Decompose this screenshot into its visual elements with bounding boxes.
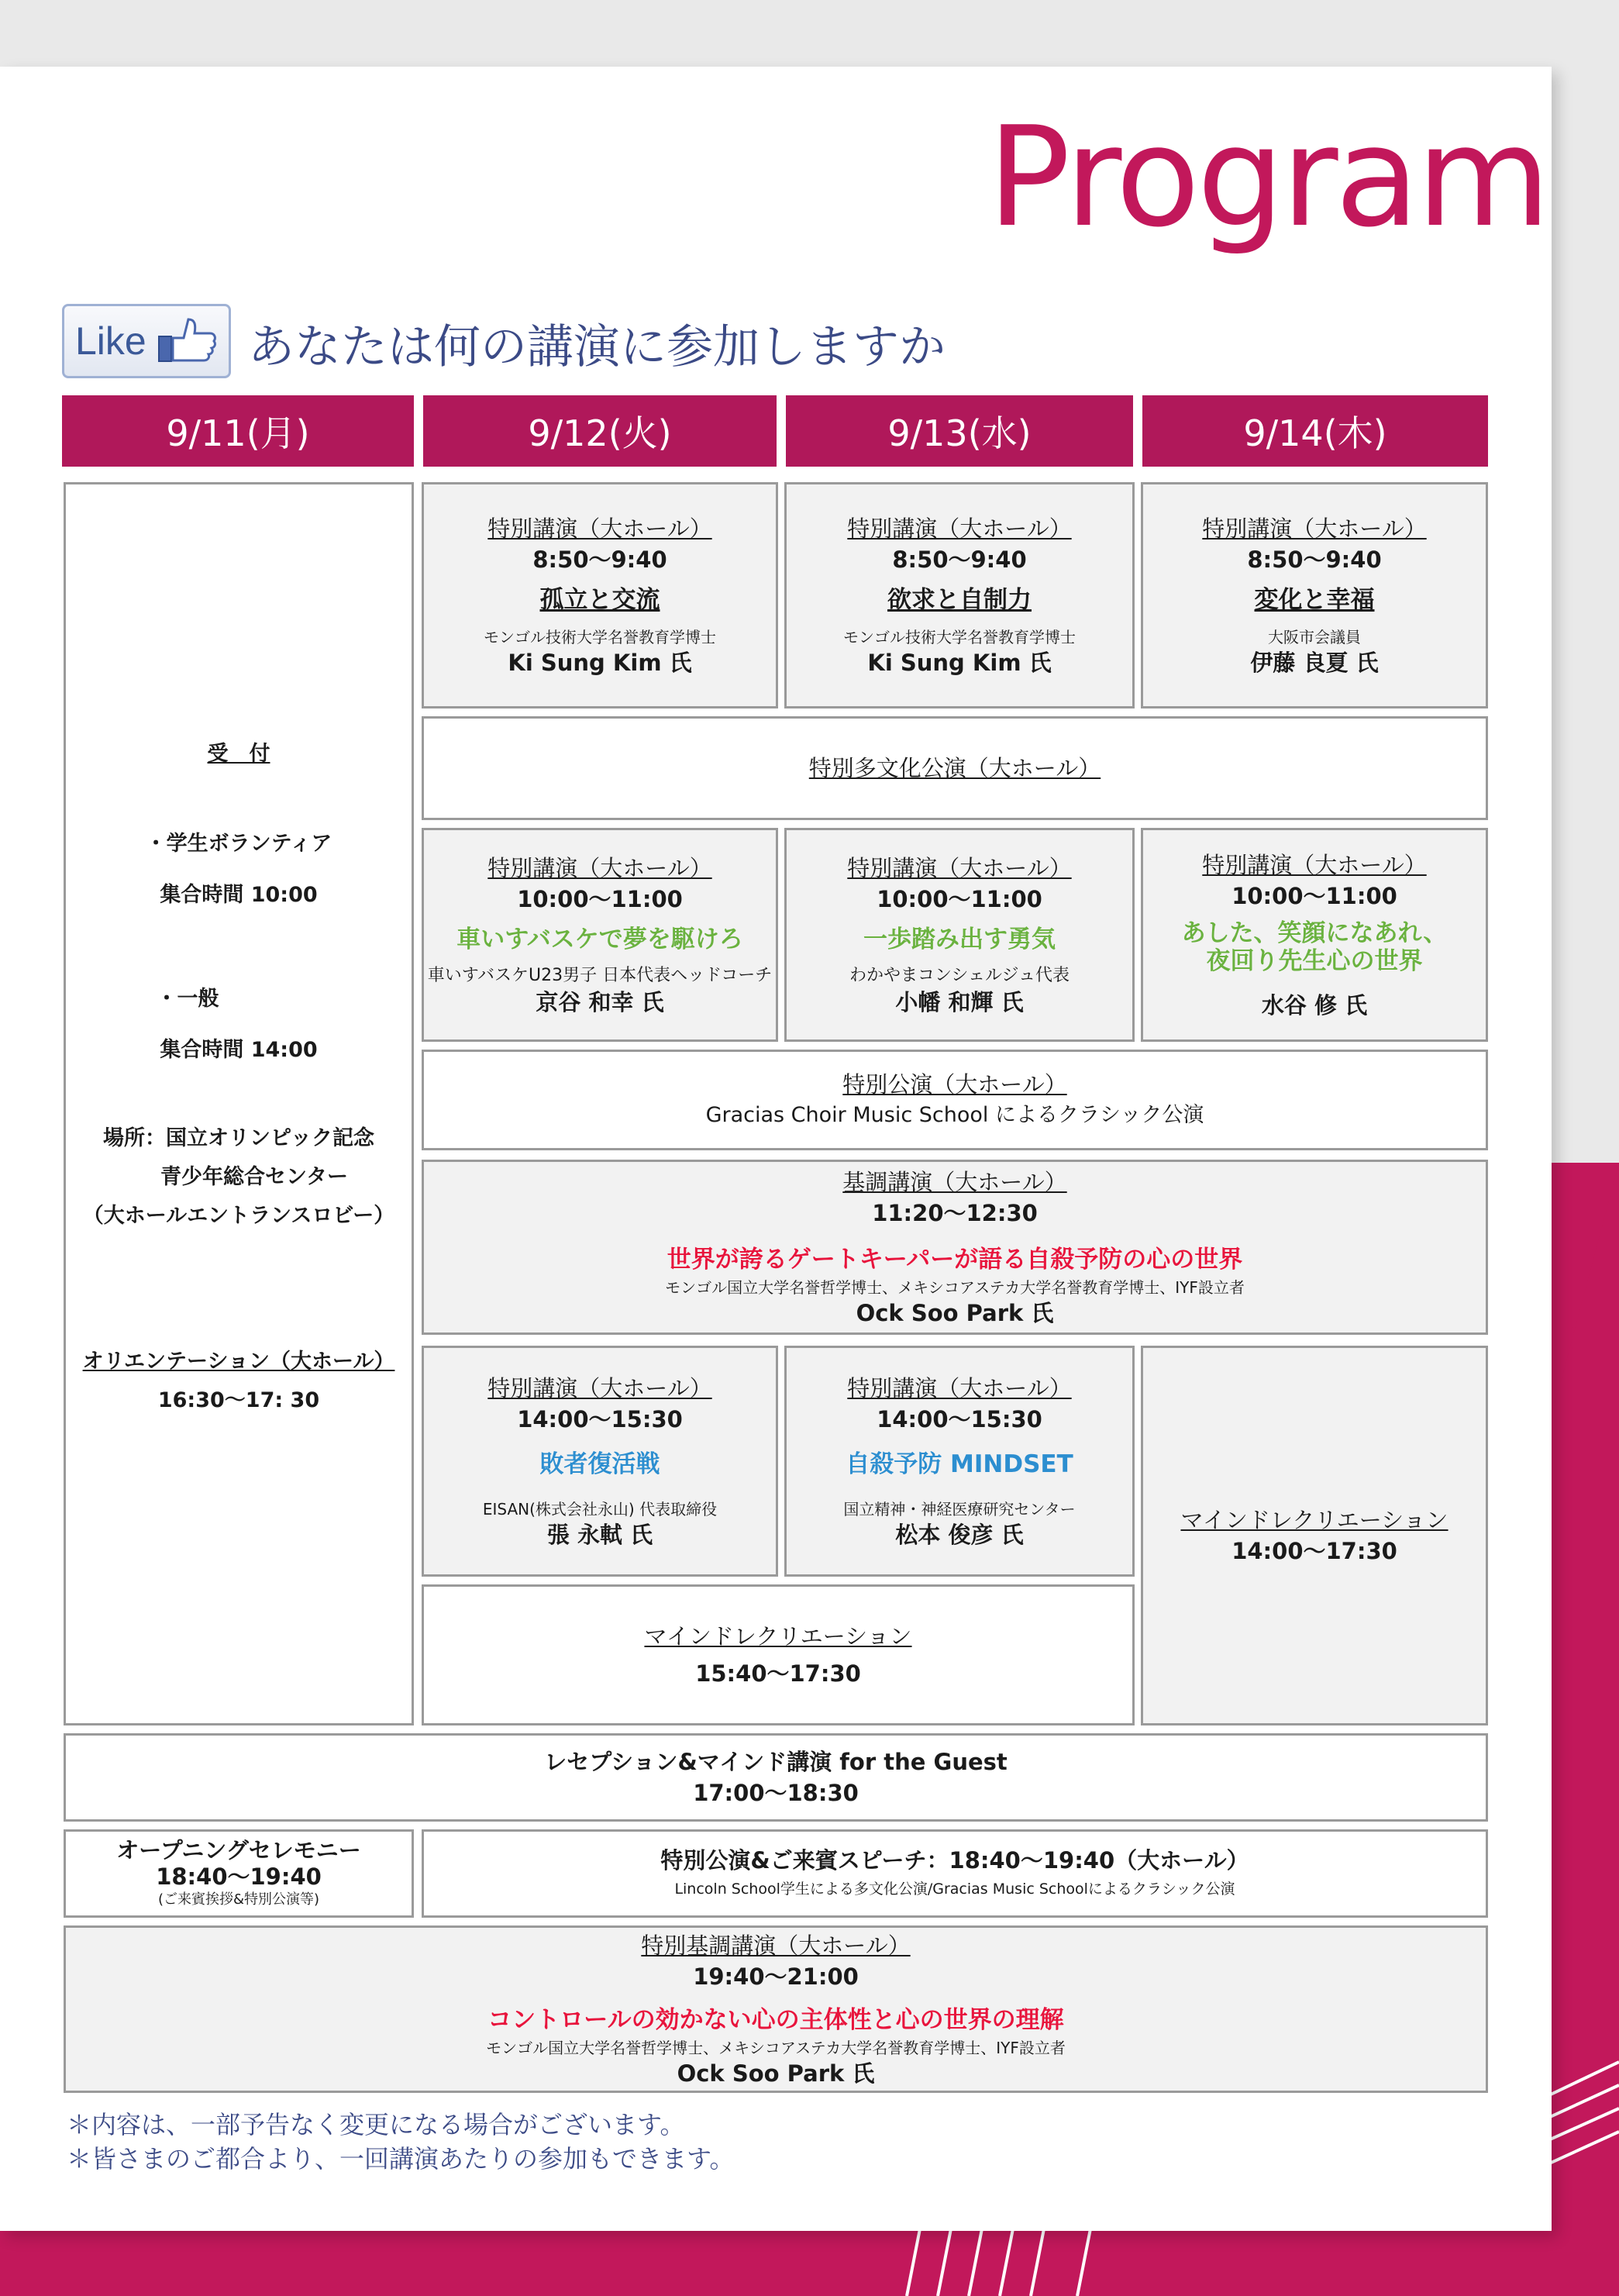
like-label: Like [75, 319, 146, 363]
speaker-affiliation: EISAN(株式会社永山) 代表取締役 [482, 1500, 718, 1519]
recreation-time: 14:00～17:30 [1231, 1538, 1397, 1564]
special-performance [422, 1050, 1488, 1150]
speaker-affiliation: モンゴル技術大学名誉教育学博士 [484, 628, 716, 646]
recreation-time: 15:40～17:30 [695, 1660, 861, 1687]
speaker-name: 京谷 和幸 氏 [536, 989, 664, 1015]
opening-ceremony [64, 1829, 414, 1918]
mind-recreation-day2-3 [422, 1584, 1135, 1725]
morning-lecture-day3 [784, 482, 1135, 708]
special-keynote-time: 19:40～21:00 [693, 1963, 859, 1990]
morning-lecture-day4 [1141, 482, 1488, 708]
lecture-time: 10:00～11:00 [877, 886, 1042, 912]
late-morning-lecture-day3 [784, 828, 1135, 1042]
reception-time: 17:00～18:30 [693, 1780, 859, 1806]
place-line-2: 青少年総合センター [160, 1165, 348, 1189]
lecture-label: 特別講演（大ホール） [1202, 852, 1427, 878]
morning-lecture-day2 [422, 482, 778, 708]
lecture-label: 特別講演（大ホール） [487, 855, 712, 881]
lecture-time: 10:00～11:00 [517, 886, 683, 912]
guest-speech [422, 1829, 1488, 1918]
keynote-topic: 世界が誇るゲートキーパーが語る自殺予防の心の世界 [667, 1246, 1243, 1274]
lecture-topic: 車いすバスケで夢を駆けろ [456, 926, 743, 953]
recreation-label: マインドレクリエーション [1180, 1507, 1448, 1533]
mind-recreation-day4 [1141, 1346, 1488, 1725]
lecture-time: 14:00～15:30 [517, 1406, 683, 1432]
like-button[interactable] [62, 304, 231, 378]
lecture-label: 特別講演（大ホール） [847, 855, 1072, 881]
special-keynote-topic: コントロールの効かない心の主体性と心の世界の理解 [487, 2006, 1064, 2034]
lecture-time: 8:50～9:40 [1247, 546, 1382, 573]
reception-label: レセプション&マインド講演 for the Guest [544, 1749, 1008, 1775]
speaker-name: 張 永軾 氏 [546, 1522, 653, 1548]
day-header-3: 9/13(水) [786, 395, 1133, 467]
general-meeting-time: 集合時間 14:00 [160, 1038, 318, 1062]
speaker-affiliation: モンゴル技術大学名誉教育学博士 [843, 628, 1076, 646]
place-line-3: （大ホールエントランスロビー） [82, 1204, 395, 1228]
place-line-1: 場所：国立オリンピック記念 [103, 1126, 374, 1150]
lecture-topic-line-2: 夜回り先生心の世界 [1206, 947, 1423, 975]
day-header-1: 9/11(月) [62, 395, 414, 467]
special-keynote [64, 1925, 1488, 2093]
lecture-topic: 一歩踏み出す勇気 [863, 926, 1056, 953]
lecture-topic: 欲求と自制力 [887, 586, 1032, 614]
day1-column [64, 482, 414, 1725]
opening-label: オープニングセレモニー [116, 1837, 361, 1863]
lecture-topic: 自殺予防 MINDSET [846, 1450, 1073, 1478]
speaker-name: 水谷 修 氏 [1261, 992, 1368, 1019]
afternoon-lecture-day3 [784, 1346, 1135, 1577]
speaker-affiliation: 車いすバスケU23男子 日本代表ヘッドコーチ [427, 966, 773, 985]
lecture-label: 特別講演（大ホール） [487, 1375, 712, 1401]
background-bottom-band [0, 2231, 1619, 2296]
speaker-name: Ki Sung Kim 氏 [867, 650, 1052, 676]
lecture-time: 14:00～15:30 [877, 1406, 1042, 1432]
speaker-name: 伊藤 良夏 氏 [1250, 650, 1379, 676]
opening-time: 18:40～19:40 [156, 1863, 322, 1890]
special-keynote-label: 特別基調講演（大ホール） [641, 1932, 911, 1959]
keynote-time: 11:20～12:30 [872, 1200, 1038, 1226]
day-header-4: 9/14(木) [1142, 395, 1488, 467]
recreation-label: マインドレクリエーション [644, 1623, 912, 1650]
lecture-topic: 変化と幸福 [1254, 586, 1375, 614]
afternoon-lecture-day2 [422, 1346, 778, 1577]
speaker-name: 小幡 和輝 氏 [895, 989, 1024, 1015]
keynote-affiliation: モンゴル国立大学名誉哲学博士、メキシコアステカ大学名誉教育学博士、IYF設立者 [665, 1278, 1245, 1297]
lecture-label: 特別講演（大ホール） [847, 515, 1072, 542]
performance-description: Gracias Choir Music School によるクラシック公演 [705, 1103, 1204, 1127]
orientation-time: 16:30～17: 30 [157, 1388, 320, 1412]
keynote-lecture [422, 1160, 1488, 1335]
keynote-speaker: Ock Soo Park 氏 [856, 1300, 1054, 1326]
speaker-affiliation: 国立精神・神経医療研究センター [843, 1500, 1076, 1519]
multicultural-label: 特別多文化公演（大ホール） [808, 755, 1101, 781]
speaker-name: 松本 俊彦 氏 [895, 1522, 1024, 1548]
speech-label: 特別公演&ご来賓スピーチ：18:40～19:40（大ホール） [660, 1847, 1249, 1874]
speaker-name: Ki Sung Kim 氏 [508, 650, 692, 676]
lecture-topic: 敗者復活戦 [539, 1450, 660, 1478]
general-label: ・一般 [156, 987, 219, 1011]
student-volunteer-label: ・学生ボランティア [145, 832, 332, 856]
subtitle: あなたは何の講演に参加しますか [248, 320, 946, 374]
orientation-label: オリエンテーション（大ホール） [82, 1350, 395, 1374]
performance-label: 特別公演（大ホール） [842, 1071, 1067, 1098]
speaker-affiliation: わかやまコンシェルジュ代表 [849, 966, 1070, 985]
keynote-label: 基調講演（大ホール） [842, 1169, 1067, 1195]
special-keynote-speaker: Ock Soo Park 氏 [677, 2060, 875, 2087]
page-title: Program [987, 97, 1548, 257]
special-keynote-affiliation: モンゴル国立大学名誉哲学博士、メキシコアステカ大学名誉教育学博士、IYF設立者 [486, 2039, 1066, 2057]
lecture-label: 特別講演（大ホール） [487, 515, 712, 542]
lecture-time: 8:50～9:40 [532, 546, 667, 573]
speech-description: Lincoln School学生による多文化公演/Gracias Music Schoolによるクラシック公演 [674, 1881, 1235, 1898]
lecture-time: 10:00～11:00 [1231, 883, 1397, 909]
thumbs-up-icon [156, 315, 218, 367]
lecture-topic-line-1: あした、笑顔になあれ、 [1181, 919, 1448, 947]
day-header-2: 9/12(火) [423, 395, 777, 467]
opening-subtitle: (ご来賓挨拶&特別公演等) [157, 1891, 320, 1908]
lecture-topic: 孤立と交流 [539, 586, 660, 614]
note-1: ＊内容は、一部予告なく変更になる場合がございます。 [67, 2110, 685, 2139]
guest-reception [64, 1733, 1488, 1822]
lecture-label: 特別講演（大ホール） [847, 1375, 1072, 1401]
lecture-label: 特別講演（大ホール） [1202, 515, 1427, 542]
late-morning-lecture-day4 [1141, 828, 1488, 1042]
lecture-time: 8:50～9:40 [892, 546, 1027, 573]
multicultural-performance [422, 716, 1488, 820]
student-meeting-time: 集合時間 10:00 [160, 883, 318, 907]
note-2: ＊皆さまのご都合より、一回講演あたりの参加もできます。 [67, 2144, 735, 2174]
speaker-affiliation: 大阪市会議員 [1268, 628, 1361, 646]
late-morning-lecture-day2 [422, 828, 778, 1042]
reception-heading: 受 付 [207, 742, 270, 766]
